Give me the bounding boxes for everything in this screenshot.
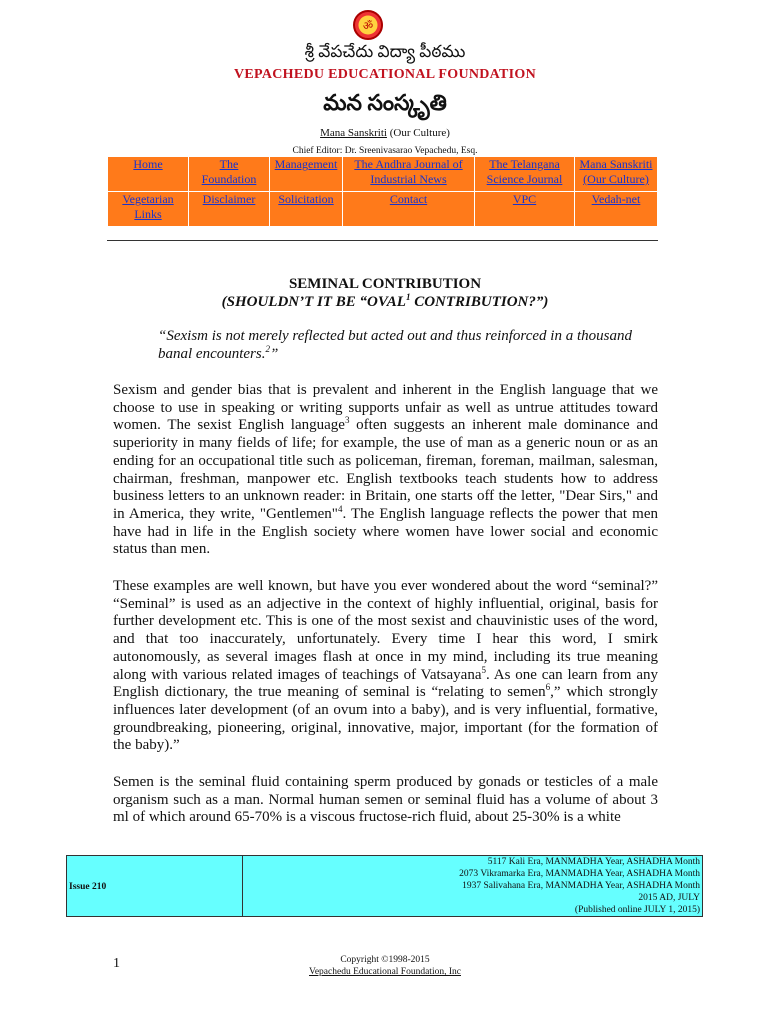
copyright-org-link[interactable]: Vepachedu Educational Foundation, Inc: [309, 967, 461, 977]
article-title: SEMINAL CONTRIBUTION: [288, 276, 482, 292]
paragraph: [113, 578, 658, 755]
quote-text: “Sexism is not merely reflected but acted out and thus reinforced in a thousand banal encounters.: [158, 328, 632, 362]
nav-vpc[interactable]: VPC: [475, 192, 575, 227]
nav-menu: [107, 156, 658, 227]
copyright-text: Copyright ©1998-2015: [340, 955, 430, 965]
paragraph: Semen is the seminal fluid containing sperm produced by gonads or testicles of a male organism such as a man. Normal human semen or seminal fluid has a volume of about 3 ml of which around 65-70% is a viscous fructose-rich fluid, about 25-30% is a white: [113, 774, 658, 826]
footnote-ref: 4: [337, 503, 343, 514]
paragraph-text: often suggests an inherent male dominance and superiority in many fields of life; for example, the use of man as a generic noun or as an ending for an occupational title such as policeman, fireman, foreman, mailman, salesman, chairman, freshman, manpower etc. English textbooks teach students how to address business letters to an unknown reader: in Britain, one starts off the letter, "Dear Sirs," and in America, they write, "Gentlemen": [113, 417, 659, 522]
subtitle-rest: (Our Culture): [386, 127, 450, 139]
nav-telangana-journal[interactable]: The Telangana Science Journal: [475, 157, 575, 192]
paragraph-text: These examples are well known, but have you ever wondered about the word “seminal?” “Seminal” is used as an adjective in the context of highly influential, original, basis for further development etc. This is one of the most sexist and chauvinistic uses of the word, and that too inaccurately, unfortunately. Every time I hear this word, I smirk autonomously, as several images flash at once in my mind, including its true meaning along with various related images of teachings of Vatsayana: [113, 578, 658, 683]
paragraph-text: . As one can learn from any English dictionary, the true meaning of seminal is “relating to semen: [113, 666, 658, 701]
paragraph: [113, 382, 658, 559]
nav-andhra-journal[interactable]: The Andhra Journal of Industrial News: [343, 157, 475, 192]
nav-mana-sanskriti[interactable]: Mana Sanskriti (Our Culture): [575, 157, 658, 192]
issue-number: Issue 210: [67, 856, 243, 916]
epigraph-quote: [158, 327, 658, 363]
telugu-foundation-name: శ్రీ వేపచేదు విద్యా పీఠము: [304, 42, 466, 61]
nav-management[interactable]: Management: [270, 157, 343, 192]
issue-info-box: [66, 855, 703, 917]
nav-solicitation[interactable]: Solicitation: [270, 192, 343, 227]
date-line: 2015 AD, JULY: [638, 892, 700, 903]
date-line: (Published online JULY 1, 2015): [574, 904, 700, 915]
chief-editor: Chief Editor: Dr. Sreenivasarao Vepachedu, Esq.: [292, 146, 478, 156]
article-subtitle: [0, 294, 770, 311]
footnote-ref: 6: [545, 682, 551, 693]
nav-disclaimer[interactable]: Disclaimer: [189, 192, 270, 227]
nav-contact[interactable]: Contact: [343, 192, 475, 227]
nav-home[interactable]: Home: [108, 157, 189, 192]
quote-text: ”: [269, 346, 279, 362]
issue-dates: [459, 857, 700, 917]
paragraph-text: ,” which strongly influences later development (of an ovum into a baby), and is very influential, formative, groundbreaking, pioneering, original, innovative, major, important (for the formation of the baby).”: [113, 684, 658, 754]
page-number: 1: [113, 956, 120, 971]
om-emblem-icon: [353, 10, 383, 40]
paragraph-text: Sexism and gender bias that is prevalent and inherent in the English language that we choose to use in speaking or writing supports unfair as well as untrue attitudes toward women. The sexist English language: [113, 382, 658, 434]
date-line: 5117 Kali Era, MANMADHA Year, ASHADHA Month: [487, 857, 700, 867]
telugu-title: మన సంస్కృతి: [323, 90, 447, 115]
org-name: VEPACHEDU EDUCATIONAL FOUNDATION: [233, 67, 537, 82]
subtitle-part: CONTRIBUTION?”): [410, 294, 549, 310]
mana-sanskriti-link[interactable]: Mana Sanskriti: [320, 127, 387, 139]
nav-vegetarian-links[interactable]: Vegetarian Links: [108, 192, 189, 227]
date-line: 1937 Salivahana Era, MANMADHA Year, ASHADHA Month: [462, 880, 700, 891]
svg-text:ॐ: ॐ: [362, 19, 374, 33]
footnote-ref: 5: [481, 664, 486, 675]
footnote-ref: 3: [344, 415, 350, 426]
nav-vedah-net[interactable]: Vedah-net: [575, 192, 658, 227]
divider: [107, 240, 658, 241]
copyright: [0, 954, 770, 978]
subtitle-part: (SHOULDN’T IT BE “OVAL: [221, 294, 406, 310]
footnote-ref: 2: [265, 344, 270, 354]
footnote-ref: 1: [405, 292, 411, 302]
date-line: 2073 Vikramarka Era, MANMADHA Year, ASHADHA Month: [459, 868, 700, 879]
nav-the-foundation[interactable]: The Foundation: [189, 157, 270, 192]
subtitle: [0, 127, 770, 139]
paragraph-text: . The English language reflects the power that men have had in life in the English society where women have lower social and economic status than men.: [113, 505, 658, 558]
